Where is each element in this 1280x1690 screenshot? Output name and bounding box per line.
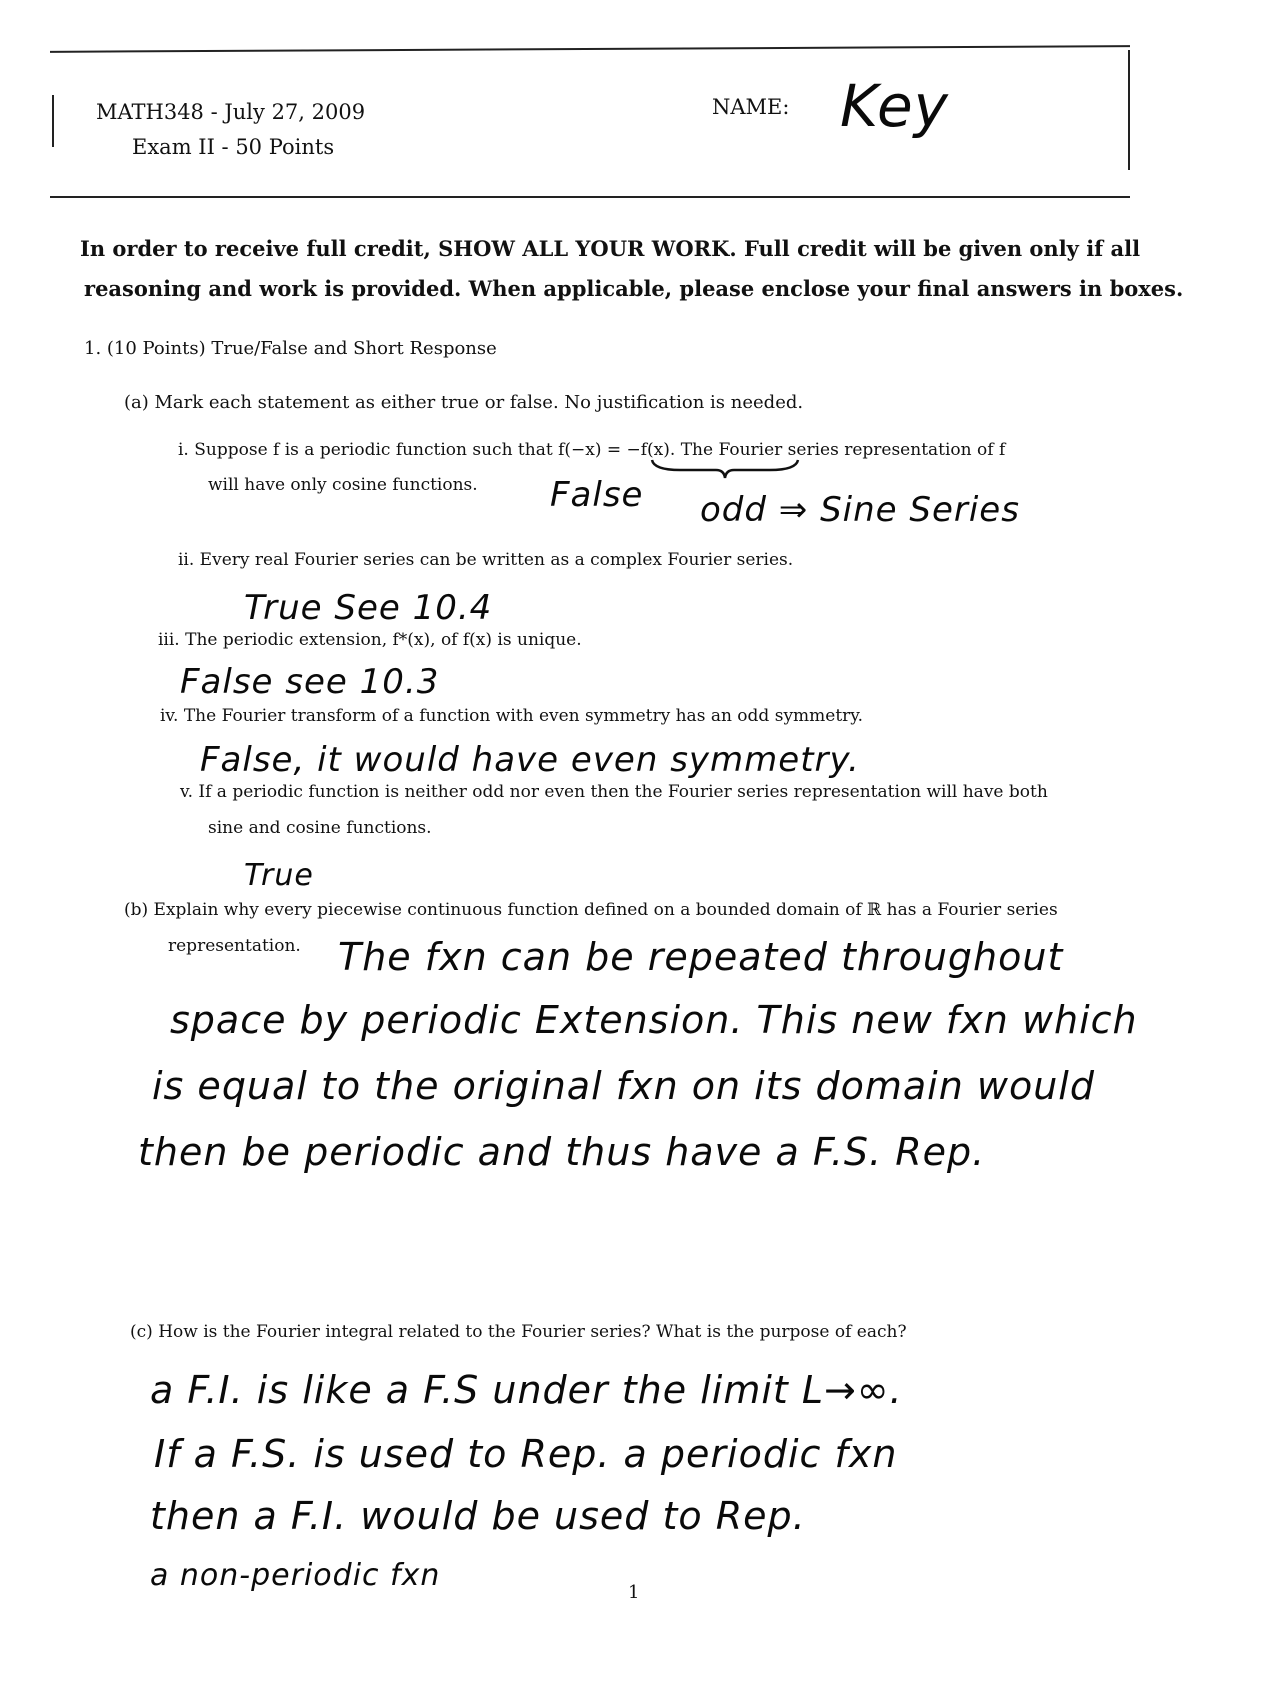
header-right-rule <box>1128 50 1130 170</box>
exam-title: Exam II - 50 Points <box>132 135 335 159</box>
header-bottom-rule <box>50 196 1130 198</box>
item-iv-line1: iv. The Fourier transform of a function with even symmetry has an odd symmetry. <box>160 706 864 726</box>
item-ii-answer: True See 10.4 <box>244 588 493 628</box>
part-c-prompt: (c) How is the Fourier integral related to the Fourier series? What is the purpose of each? <box>130 1322 907 1342</box>
item-v-line1: v. If a periodic function is neither odd nor even then the Fourier series representation will have both <box>180 782 1048 802</box>
name-value: Key <box>840 72 949 140</box>
header-left-rule <box>52 95 54 147</box>
page-number: 1 <box>628 1582 640 1603</box>
part-b-answer-line1: The fxn can be repeated throughout <box>338 935 1064 979</box>
item-ii-line1: ii. Every real Fourier series can be written as a complex Fourier series. <box>178 550 794 570</box>
part-c-answer-line4: a non-periodic fxn <box>150 1558 441 1593</box>
course-title: MATH348 - July 27, 2009 <box>96 100 366 124</box>
item-iii-line1: iii. The periodic extension, f*(x), of f(x) is unique. <box>158 630 582 650</box>
header-top-rule <box>50 45 1130 53</box>
part-c-answer-line3: then a F.I. would be used to Rep. <box>150 1494 806 1538</box>
part-b-answer-line3: is equal to the original fxn on its domain would <box>152 1064 1095 1108</box>
item-i-note: odd ⇒ Sine Series <box>700 490 1020 530</box>
item-i-line1: i. Suppose f is a periodic function such that f(−x) = −f(x). The Fourier series representation of f <box>178 440 1006 460</box>
item-i-answer: False <box>550 475 644 515</box>
instructions-line1: In order to receive full credit, SHOW ALL YOUR WORK. Full credit will be given only if all <box>80 236 1141 261</box>
part-c-answer-line1: a F.I. is like a F.S under the limit L→∞. <box>150 1368 903 1412</box>
question-1-title: 1. (10 Points) True/False and Short Response <box>84 338 497 359</box>
underbrace-mark <box>650 458 800 480</box>
part-c-answer-line2: If a F.S. is used to Rep. a periodic fxn <box>154 1432 898 1476</box>
item-i-line2: will have only cosine functions. <box>208 475 478 495</box>
item-v-answer: True <box>244 858 314 893</box>
name-label: NAME: <box>712 95 790 119</box>
item-iv-answer: False, it would have even symmetry. <box>200 740 860 780</box>
item-v-line2: sine and cosine functions. <box>208 818 432 838</box>
item-iii-answer: False see 10.3 <box>180 662 440 702</box>
part-b-prompt-line1: (b) Explain why every piecewise continuous function defined on a bounded domain of ℝ has a Fourier series <box>124 900 1058 920</box>
part-b-prompt-line2: representation. <box>168 936 301 956</box>
instructions-line2: reasoning and work is provided. When applicable, please enclose your final answers in boxes. <box>84 276 1184 301</box>
part-a-prompt: (a) Mark each statement as either true or false. No justification is needed. <box>124 392 804 413</box>
part-b-answer-line2: space by periodic Extension. This new fxn which <box>170 998 1138 1042</box>
part-b-answer-line4: then be periodic and thus have a F.S. Rep. <box>138 1130 986 1174</box>
